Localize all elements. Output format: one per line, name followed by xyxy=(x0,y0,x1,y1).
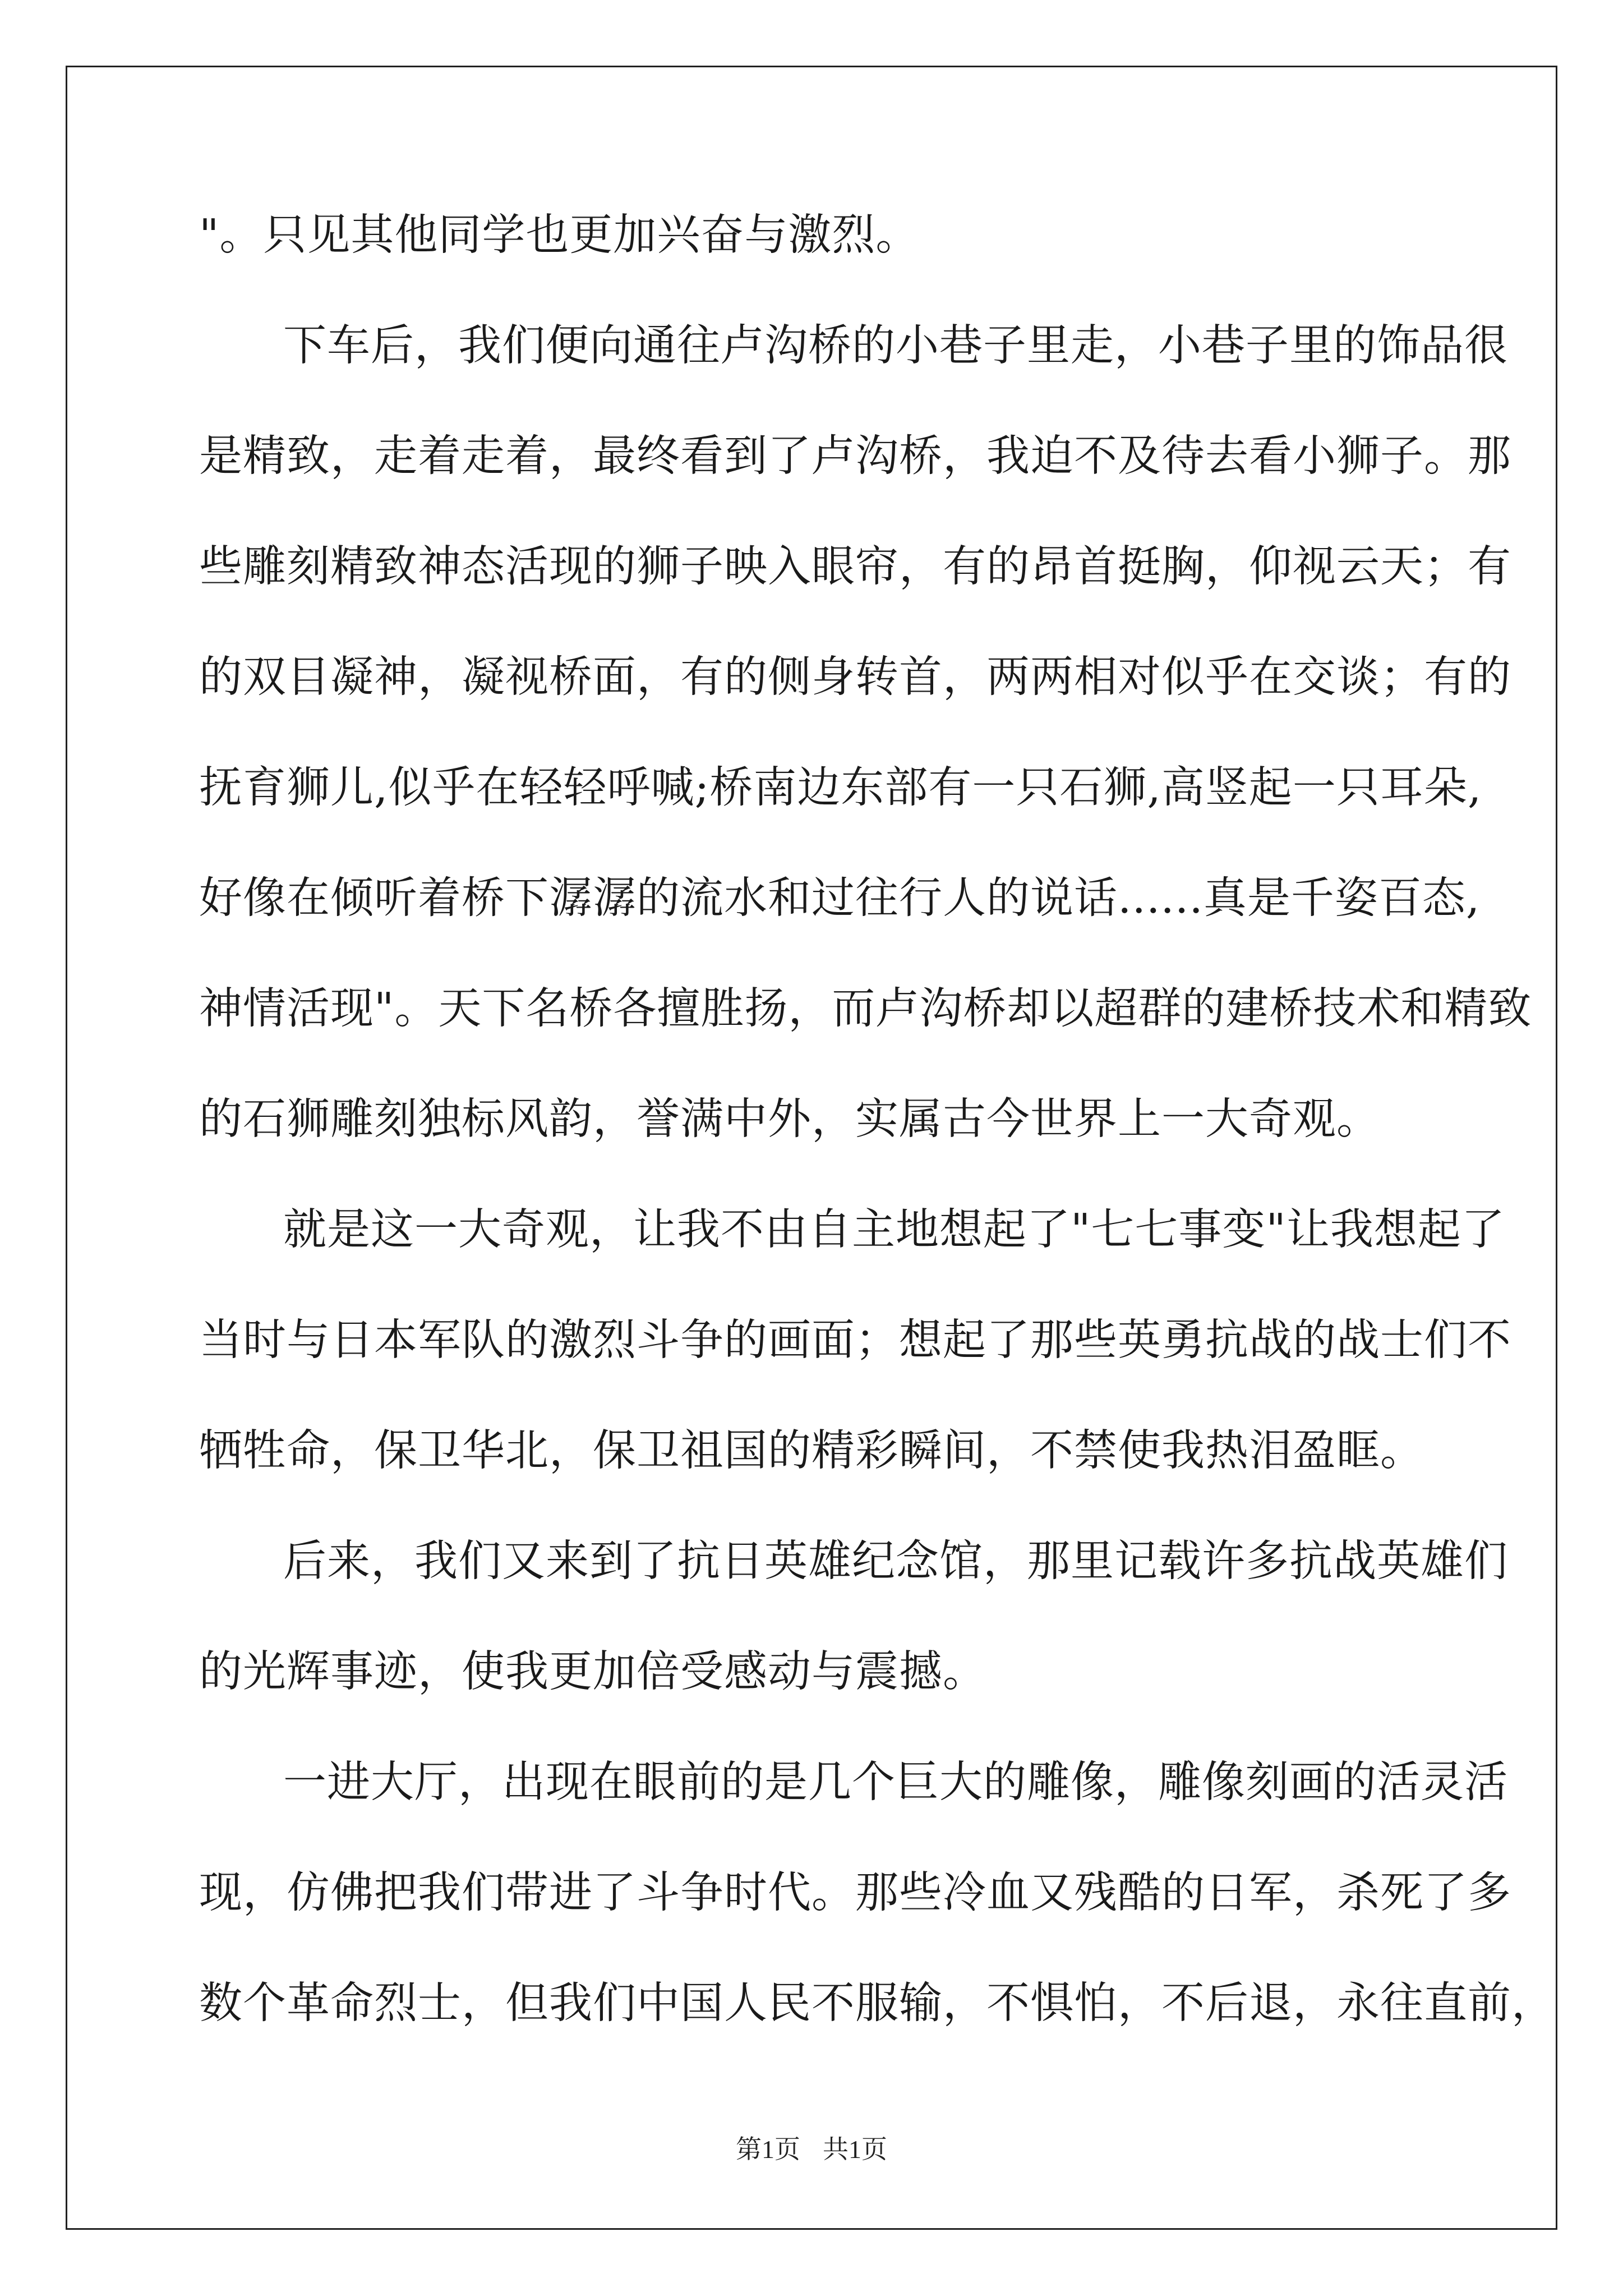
text-line: 牺牲命，保卫华北，保卫祖国的精彩瞬间，不禁使我热泪盈眶。 xyxy=(199,1426,1424,1476)
text-line: 后来，我们又来到了抗日英雄纪念馆，那里记载许多抗战英雄们 xyxy=(283,1536,1508,1586)
page-total: 共1页 xyxy=(823,2135,887,2164)
text-line: 数个革命烈士，但我们中国人民不服输，不惧怕，不后退，永往直前， xyxy=(199,1978,1555,2028)
text-line: 的光辉事迹，使我更加倍受感动与震撼。 xyxy=(199,1647,986,1697)
text-line: "。只见其他同学也更加兴奋与激烈。 xyxy=(199,210,920,260)
text-line: 就是这一大奇观，让我不由自主地想起了"七七事变"让我想起了 xyxy=(283,1205,1505,1255)
text-line: 的双目凝神，凝视桥面，有的侧身转首，两两相对似乎在交谈；有的 xyxy=(199,652,1511,702)
text-line: 的石狮雕刻独标风韵，誉满中外，实属古今世界上一大奇观。 xyxy=(199,1094,1380,1144)
text-line: 现，仿佛把我们带进了斗争时代。那些冷血又残酷的日军，杀死了多 xyxy=(199,1868,1511,1918)
text-line: 些雕刻精致神态活现的狮子映入眼帘，有的昂首挺胸，仰视云天；有 xyxy=(199,542,1511,592)
page-number: 第1页 xyxy=(736,2135,800,2164)
text-line: 下车后，我们便向通往卢沟桥的小巷子里走，小巷子里的饰品很 xyxy=(283,321,1508,371)
text-line: 一进大厅，出现在眼前的是几个巨大的雕像，雕像刻画的活灵活 xyxy=(283,1757,1508,1807)
text-line: 是精致，走着走着，最终看到了卢沟桥，我迫不及待去看小狮子。那 xyxy=(199,431,1511,481)
text-line: 神情活现"。天下名桥各擅胜扬，而卢沟桥却以超群的建桥技术和精致 xyxy=(199,984,1532,1034)
text-line: 抚育狮儿,似乎在轻轻呼喊;桥南边东部有一只石狮,高竖起一只耳朵, xyxy=(199,763,1482,813)
document-body xyxy=(199,202,1555,2081)
text-line: 好像在倾听着桥下潺潺的流水和过往行人的说话......真是千姿百态, xyxy=(199,873,1481,923)
text-line: 当时与日本军队的激烈斗争的画面；想起了那些英勇抗战的战士们不 xyxy=(199,1315,1511,1365)
page-footer xyxy=(0,2133,1623,2166)
